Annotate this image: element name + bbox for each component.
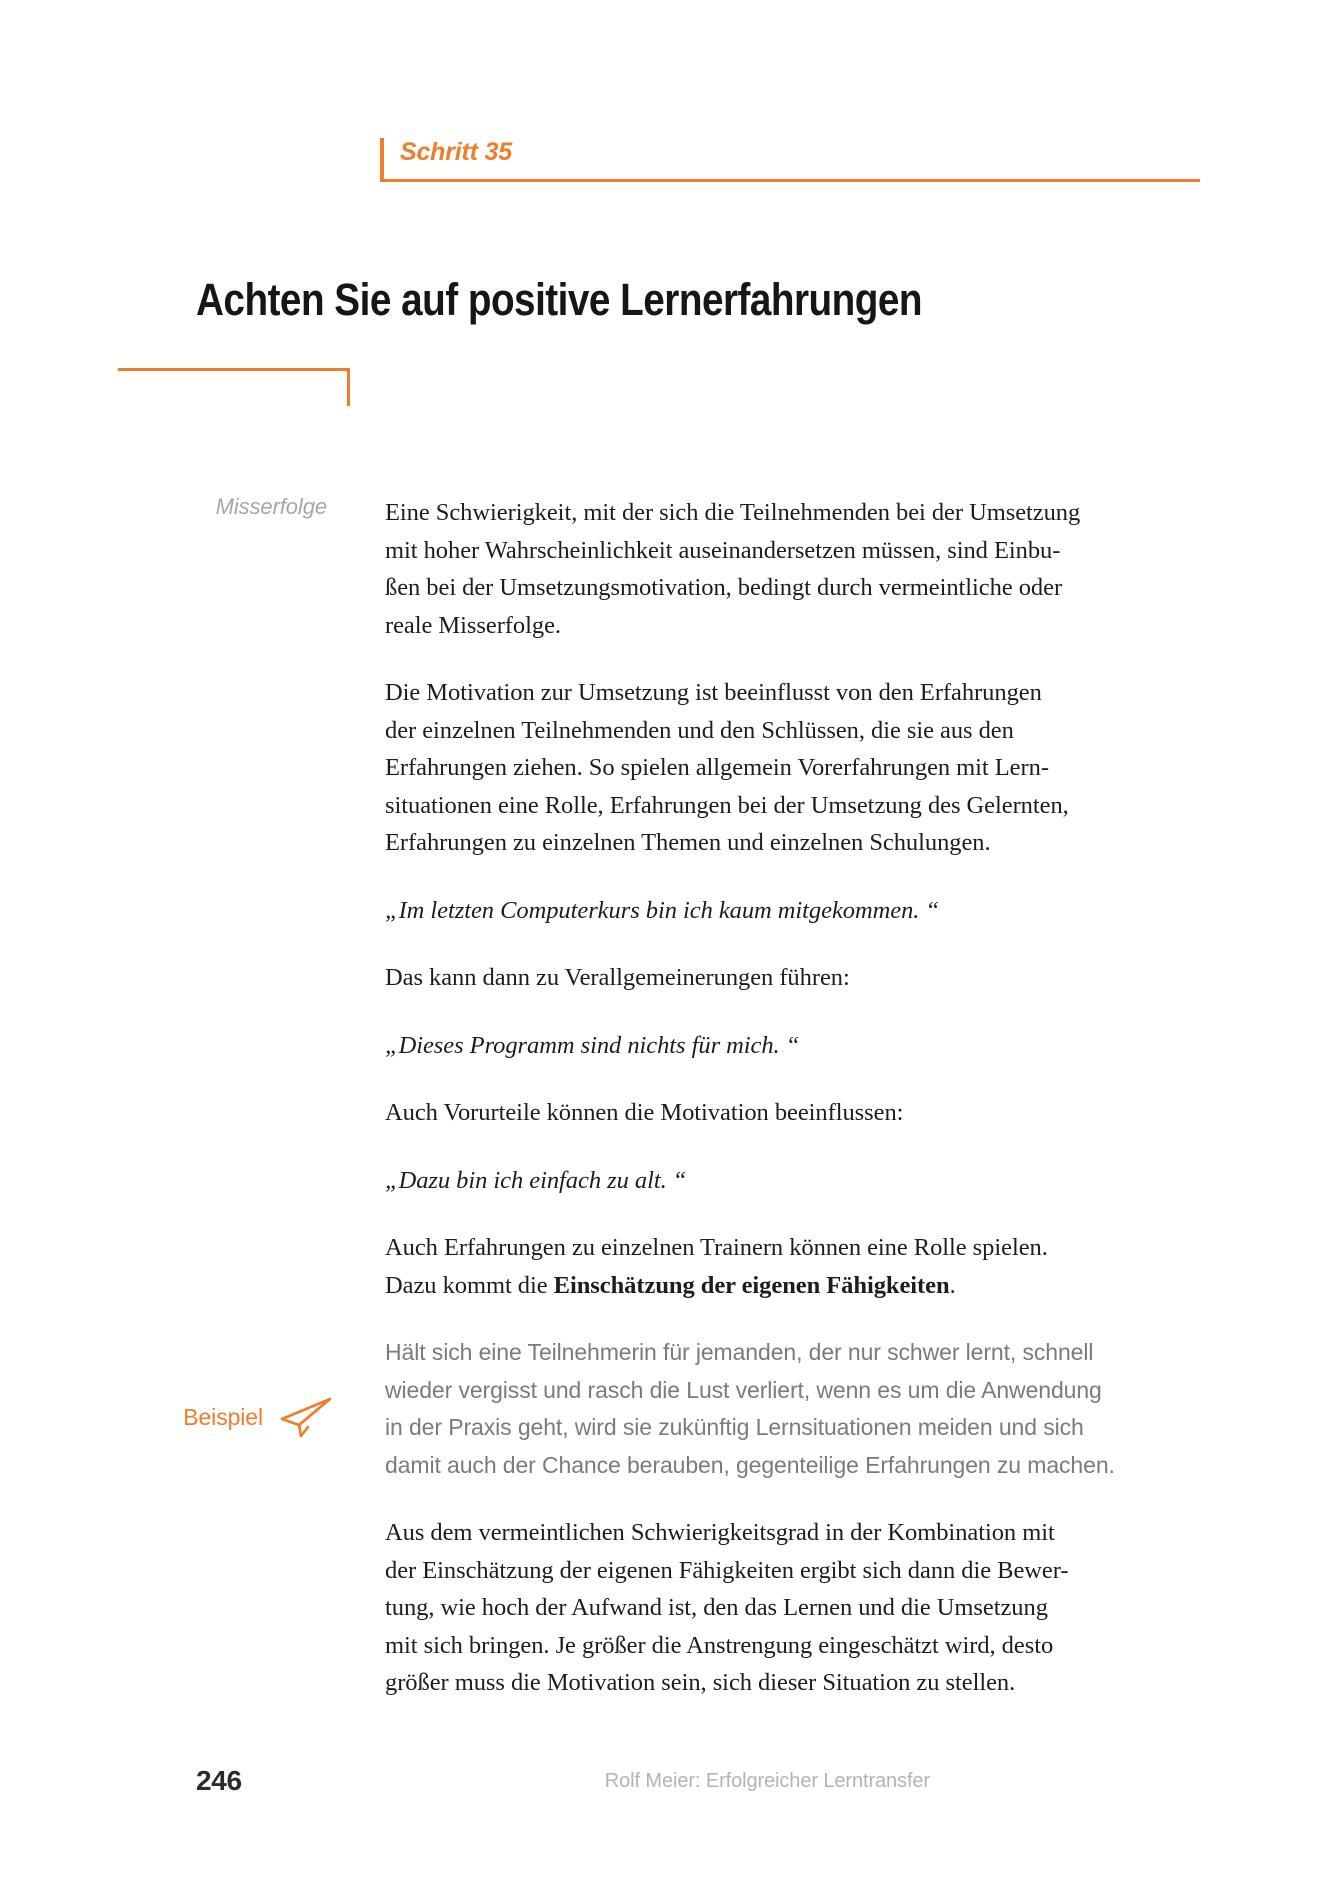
paragraph-quote-3 — [385, 1162, 1200, 1200]
text-line: Die Motivation zur Umsetzung ist beeinflusst von den Erfahrungen — [385, 679, 1042, 706]
emphasis-text: Einschätzung der eigenen Fähigkeiten — [553, 1271, 950, 1299]
paragraph-5 — [385, 1229, 1200, 1304]
text-line: situationen eine Rolle, Erfahrungen bei der Umsetzung des Gelernten, — [385, 791, 1069, 819]
text-line: „Im letzten Computerkurs bin ich kaum mitgekommen. “ — [385, 896, 940, 924]
footer-attribution: Rolf Meier: Erfolgreicher Lerntransfer — [604, 1770, 930, 1792]
paragraph-6 — [385, 1514, 1200, 1702]
paragraph-quote-1 — [385, 892, 1200, 930]
text-line: ßen bei der Umsetzungsmotivation, bedingt durch vermeintliche oder — [385, 574, 1063, 601]
text-line: tung, wie hoch der Aufwand ist, den das Lernen und die Umsetzung — [385, 1594, 1048, 1621]
text-line-with-emphasis — [385, 1267, 1200, 1305]
text-line: in der Praxis geht, wird sie zukünftig Lernsituationen meiden und sich — [385, 1414, 1084, 1440]
text-line: Aus dem vermeintlichen Schwierigkeitsgrad in der Kombination mit — [385, 1519, 1055, 1546]
text-line: Hält sich eine Teilnehmerin für jemanden, der nur schwer lernt, schnell — [385, 1339, 1094, 1365]
text-line: reale Misserfolge. — [385, 611, 561, 639]
text-suffix: . — [949, 1271, 956, 1299]
step-header-label: Schritt 35 — [400, 138, 512, 166]
footer-page-number: 246 — [196, 1765, 242, 1796]
decorative-bracket-horizontal — [118, 368, 350, 371]
content-column — [385, 494, 1200, 1702]
text-prefix: Dazu kommt die — [385, 1271, 554, 1299]
margin-label-beispiel — [0, 1395, 355, 1439]
text-line: größer muss die Motivation sein, sich dieser Situation zu stellen. — [385, 1669, 1016, 1696]
text-line: der Einschätzung der eigenen Fähigkeiten ergibt sich dann die Bewer- — [385, 1556, 1069, 1584]
step-header-rule — [380, 179, 1200, 182]
margin-label-beispiel-text: Beispiel — [183, 1403, 263, 1430]
text-line: mit hoher Wahrscheinlichkeit auseinandersetzen müssen, sind Einbu- — [385, 536, 1061, 564]
text-line: mit sich bringen. Je größer die Anstrengung eingeschätzt wird, desto — [385, 1631, 1054, 1659]
decorative-bracket — [118, 368, 350, 406]
text-line: wieder vergisst und rasch die Lust verliert, wenn es um die Anwendung — [385, 1376, 1102, 1403]
text-line: „Dieses Programm sind nichts für mich. “ — [385, 1031, 800, 1059]
text-line: Auch Erfahrungen zu einzelnen Trainern können eine Rolle spielen. — [385, 1234, 1048, 1261]
text-line: Eine Schwierigkeit, mit der sich die Teilnehmenden bei der Umsetzung — [385, 499, 1081, 526]
text-line: „Dazu bin ich einfach zu alt. “ — [385, 1166, 687, 1194]
text-line: der einzelnen Teilnehmenden und den Schlüssen, die sie aus den — [385, 716, 1014, 744]
paragraph-1 — [385, 494, 1200, 644]
paragraph-4 — [385, 1094, 1200, 1132]
paragraph-3 — [385, 959, 1200, 997]
paper-plane-icon — [277, 1395, 333, 1439]
margin-label-misserfolge: Misserfolge — [215, 494, 327, 519]
step-header — [380, 138, 1200, 186]
text-line: damit auch der Chance berauben, gegenteilige Erfahrungen zu machen. — [385, 1451, 1115, 1478]
paragraph-example-note — [385, 1334, 1200, 1484]
text-line: Auch Vorurteile können die Motivation beeinflussen: — [385, 1099, 904, 1126]
text-line: Erfahrungen ziehen. So spielen allgemein Vorerfahrungen mit Lern- — [385, 754, 1049, 781]
step-header-accent-bar — [380, 138, 384, 180]
text-line: Das kann dann zu Verallgemeinerungen führen: — [385, 964, 850, 991]
paragraph-2 — [385, 674, 1200, 862]
page-title: Achten Sie auf positive Lernerfahrungen — [196, 274, 923, 326]
paragraph-quote-2 — [385, 1027, 1200, 1065]
decorative-bracket-vertical — [347, 368, 350, 406]
text-line: Erfahrungen zu einzelnen Themen und einzelnen Schulungen. — [385, 829, 991, 856]
